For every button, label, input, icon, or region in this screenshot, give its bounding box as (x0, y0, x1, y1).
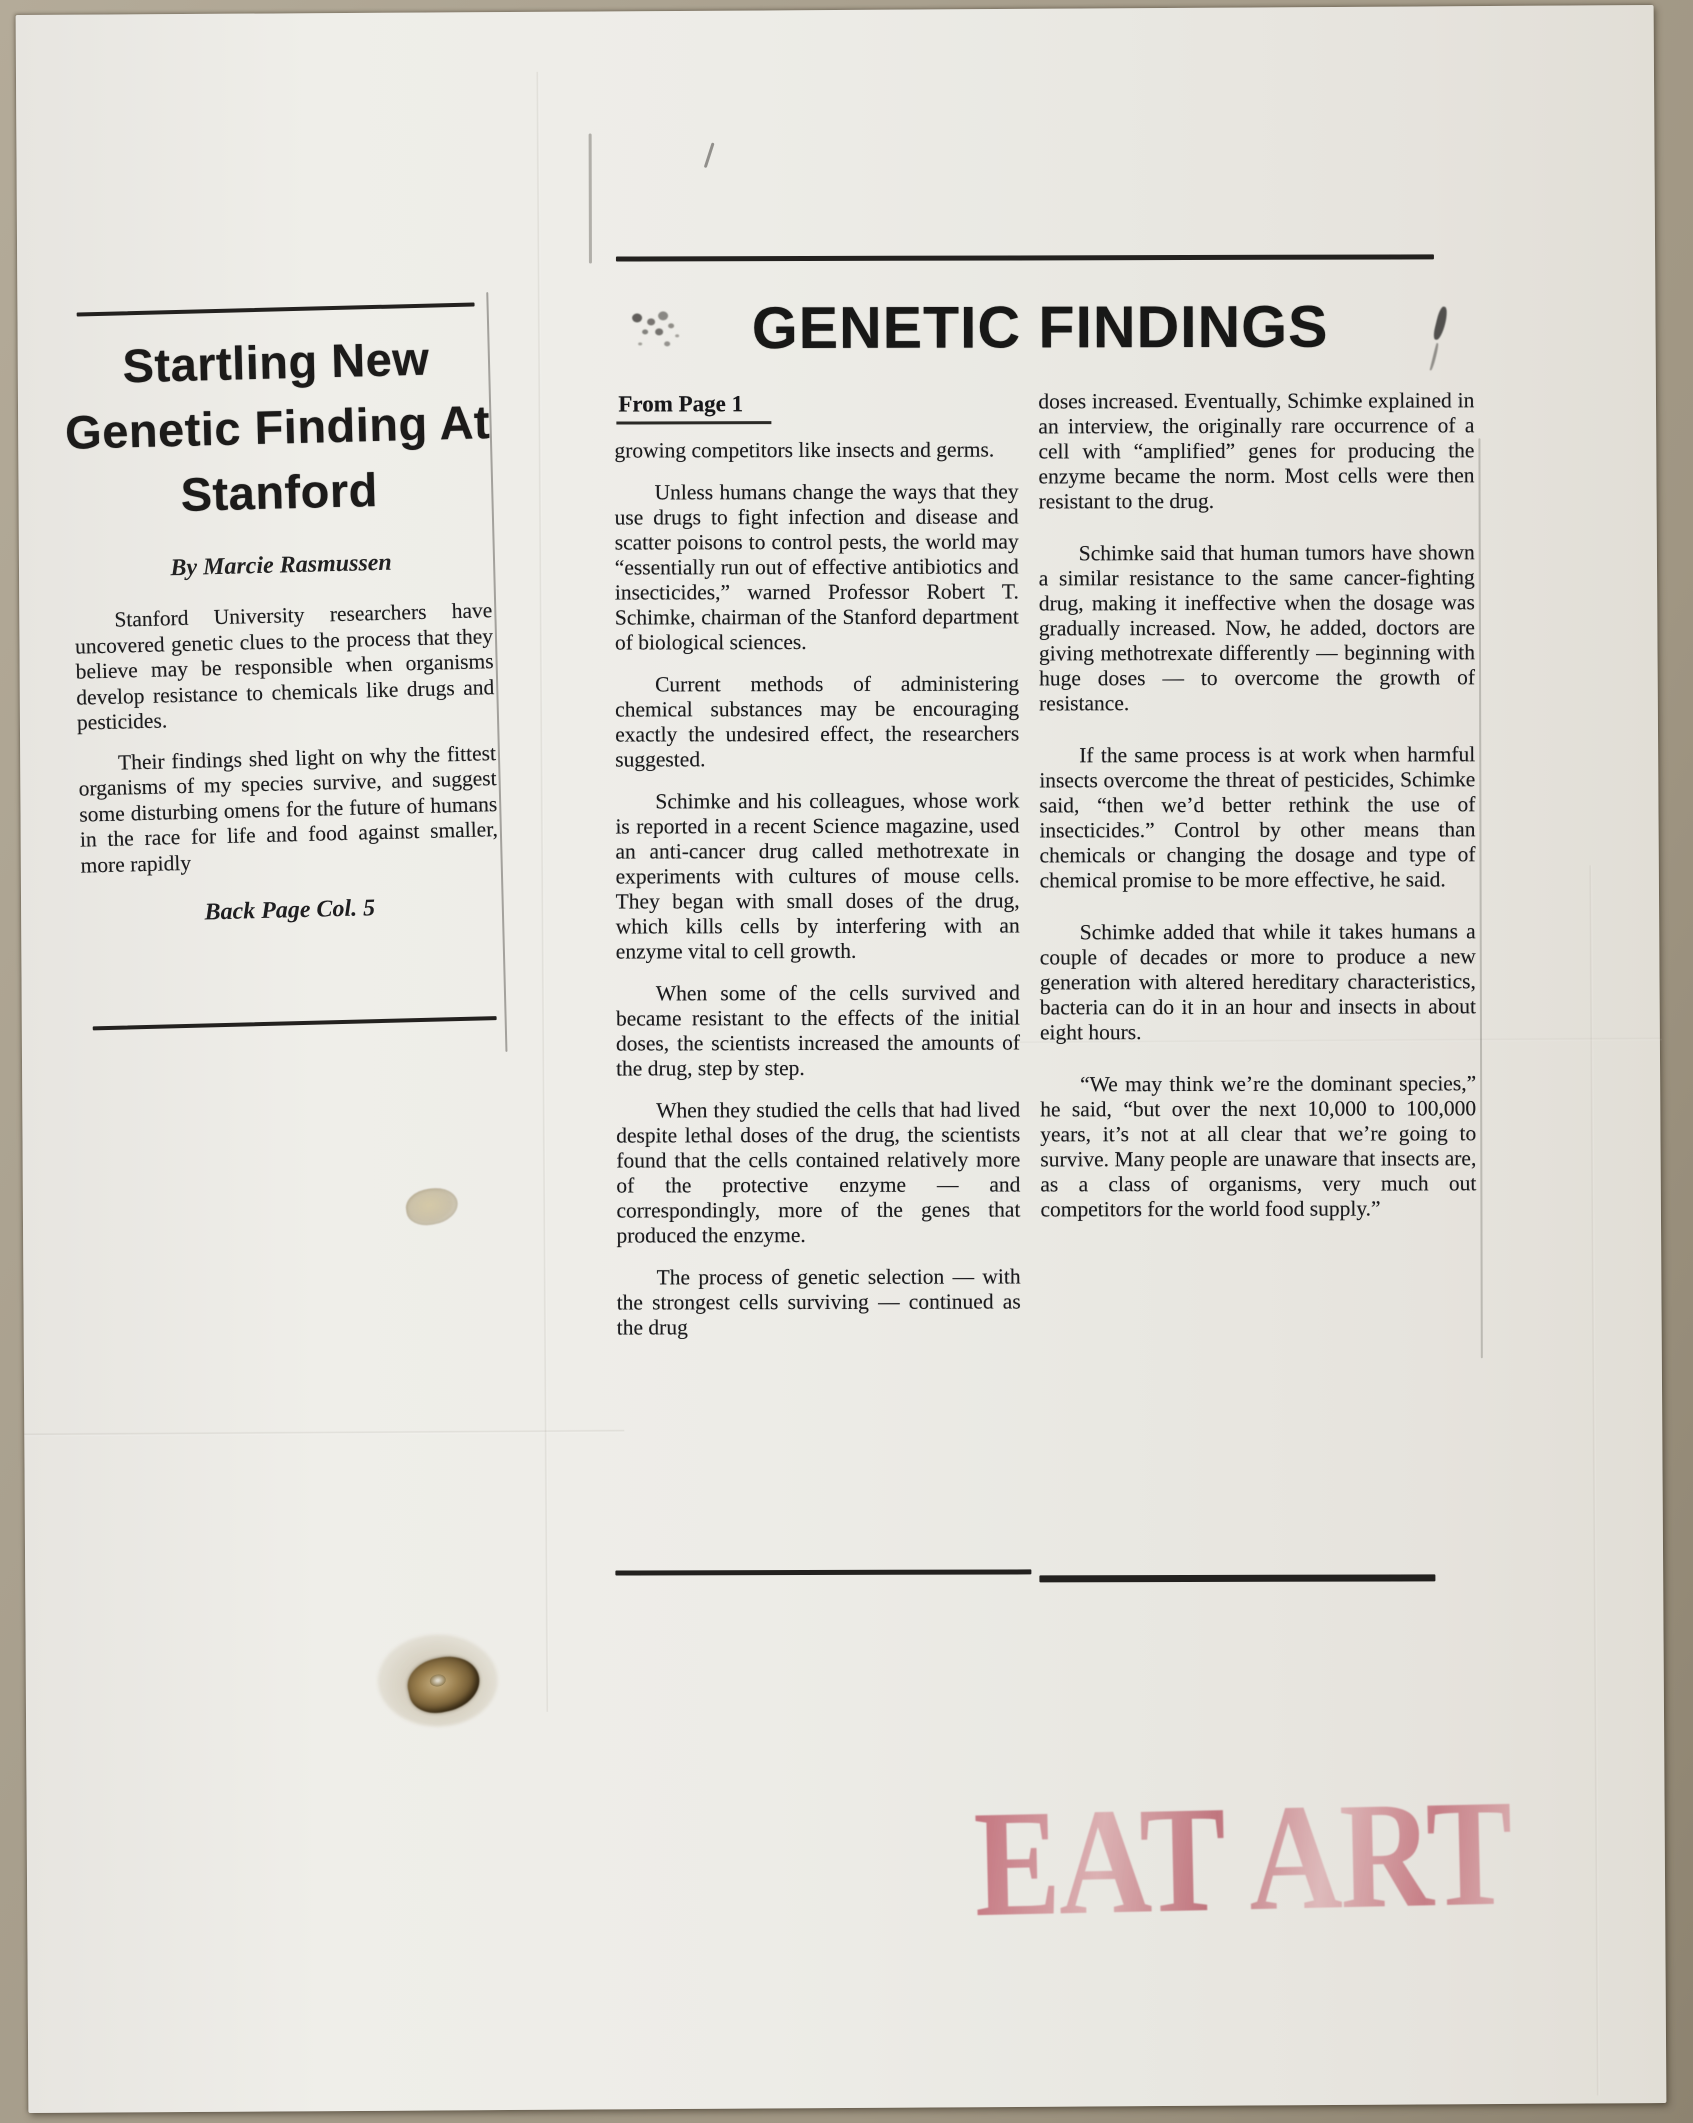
article-paragraph: Schimke said that human tumors have shown a similar resistance to the same cancer-fighting drug, making it ineffective when the dosage was gradually increased. Now, he added, doctors are giving methotrexate differently — beginning with huge doses — to overcome the growth of resistance. (1038, 540, 1476, 716)
eat-art-stamp: EAT ART (972, 1764, 1576, 1952)
article-paragraph: Schimke and his colleagues, whose work is reported in a recent Science magazine, used an anti-cancer drug called methotrexate in experiments with cultures of mouse cells. They began with small doses of the drug, which kills cells by interfering with an enzyme vital to cell growth. (615, 788, 1020, 964)
pen-tick-mark (704, 142, 715, 168)
article-kicker: From Page 1 (616, 391, 771, 424)
paper-sheet (16, 5, 1667, 2113)
ink-mark (1432, 306, 1449, 341)
article-paragraph: doses increased. Eventually, Schimke explained in an interview, the originally rare occurrence of a cell with “amplified” genes for producing the enzyme became the norm. Most cells were then resistant to the drug. (1038, 388, 1475, 514)
article-title: GENETIC FINDINGS (751, 293, 1329, 362)
column-bottom-rule (615, 1569, 1031, 1575)
article-paragraph: Unless humans change the ways that they use drugs to fight infection and disease and scatter poisons to control pests, the world may “essentially run out of effective antibiotics and insecticides,” warned Professor Robert T. Schimke, chairman of the Stanford department of biological sciences. (614, 479, 1019, 655)
clipping-byline: By Marcie Rasmussen (170, 549, 393, 582)
article-paragraph: Current methods of administering chemical substances may be encouraging exactly the undesired effect, the researchers suggested. (615, 671, 1020, 772)
article-paragraph: When they studied the cells that had lived despite lethal doses of the drug, the scientists found that the cells contained relatively more of the protective enzyme — and correspondingly, more of the genes that produced the enzyme. (616, 1097, 1021, 1248)
article-paragraph: Schimke added that while it takes humans a couple of decades or more to produce a new generation with altered hereditary characteristics, bacteria can do it in an hour and insects in about eight hours. (1039, 919, 1476, 1045)
ink-smudge (632, 313, 642, 322)
clipping-paragraph: Their findings shed light on why the fittest organisms of my species survive, and suggest some disturbing omens for the future of humans in the race for life and food against smaller, more rapidly (78, 740, 499, 878)
column-bottom-rule (1039, 1574, 1435, 1582)
article-paragraph: When some of the cells survived and became resistant to the effects of the initial doses, the scientists increased the amounts of the drug, step by step. (615, 980, 1021, 1081)
article-column-right (1038, 388, 1476, 1249)
article-paragraph: growing competitors like insects and germs. (614, 437, 995, 463)
article-column-left (614, 437, 1020, 1357)
article-paragraph: If the same process is at work when harmful insects overcome the threat of pesticides, Schimke said, “then we’d better rethink the use of insecticides.” Control by other means than chemicals or changing the dosage and type of chemical promise to be more effective, he said. (1039, 742, 1476, 893)
clipping-headline: Startling New Genetic Finding At Stanford (64, 331, 491, 521)
article-paragraph: The process of genetic selection — with the strongest cells surviving — continued as the drug (616, 1264, 1021, 1340)
clipping-edge-mark (589, 134, 592, 264)
article-paragraph: “We may think we’re the dominant species,” he said, “but over the next 10,000 to 100,000 years, it’s not at all clear that we’re going to survive. Many people are unaware that insects are, as a class of organisms, very much out competitors for the world food supply.” (1040, 1071, 1477, 1222)
article-top-rule (616, 254, 1434, 261)
article-right-divider (1478, 438, 1482, 1358)
clipping-continuation-note: Back Page Col. 5 (204, 895, 376, 926)
clipping-paragraph: Stanford University researchers have uncovered genetic clues to the process that they believe may be responsible when organisms develop resistance to chemicals like drugs and pesticides. (74, 598, 495, 735)
